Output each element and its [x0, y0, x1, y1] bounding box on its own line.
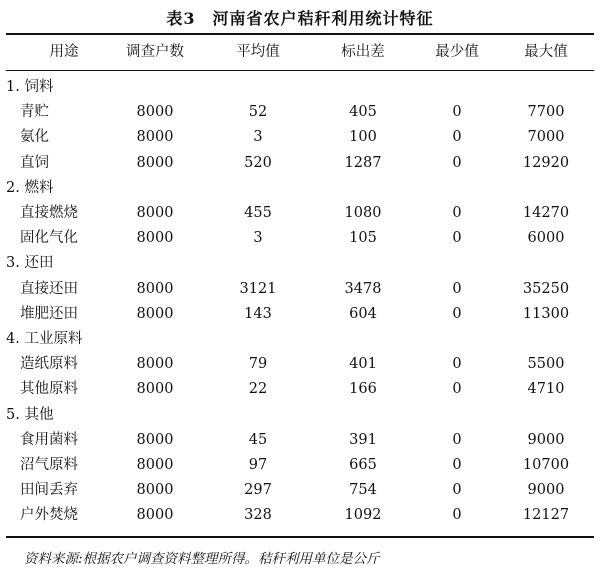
table-row	[0, 503, 600, 528]
table-row	[0, 352, 600, 377]
min-cell: 0	[452, 129, 462, 146]
households-cell: 8000	[136, 305, 174, 322]
mean-cell: 3	[253, 129, 263, 146]
header-rule	[6, 70, 594, 71]
std-cell: 405	[349, 104, 377, 121]
std-cell: 1080	[344, 205, 382, 221]
min-cell: 0	[452, 431, 462, 448]
std-cell: 3478	[344, 280, 382, 297]
std-cell: 1092	[344, 507, 382, 524]
min-cell: 0	[452, 507, 462, 524]
max-cell: 9000	[527, 482, 565, 499]
table-row	[0, 428, 600, 453]
table-row	[0, 201, 600, 226]
mean-cell: 143	[244, 305, 272, 322]
std-cell: 604	[349, 305, 377, 322]
households-cell: 8000	[136, 205, 174, 221]
min-cell: 0	[452, 305, 462, 322]
table-row	[0, 453, 600, 478]
usage-name: 青贮	[20, 104, 49, 121]
mean-cell: 455	[244, 205, 272, 221]
max-cell: 35250	[522, 280, 570, 297]
bottom-rule	[6, 536, 594, 538]
header-max: 最大值	[524, 44, 568, 60]
min-cell: 0	[452, 356, 462, 373]
header-usage: 用途	[49, 44, 79, 60]
households-cell: 8000	[136, 230, 174, 247]
max-cell: 7000	[527, 129, 565, 146]
table-row	[0, 100, 600, 125]
category-row	[0, 403, 600, 428]
max-cell: 9000	[527, 431, 565, 448]
table-row	[0, 226, 600, 251]
source-note: 资料来源:根据农户调查资料整理所得。秸秆利用单位是公斤	[24, 551, 380, 567]
table-row	[0, 377, 600, 402]
std-cell: 105	[349, 230, 377, 247]
header-households: 调查户数	[126, 44, 184, 60]
mean-cell: 97	[248, 457, 268, 473]
header-row	[0, 40, 600, 65]
category-row	[0, 75, 600, 100]
category-label: 1. 饲料	[6, 79, 54, 95]
mean-cell: 52	[248, 104, 268, 121]
std-cell: 100	[349, 129, 377, 146]
usage-name: 固化气化	[20, 230, 78, 247]
households-cell: 8000	[136, 154, 174, 171]
max-cell: 6000	[527, 230, 565, 247]
usage-name: 氨化	[20, 129, 49, 146]
mean-cell: 22	[248, 381, 268, 398]
households-cell: 8000	[136, 457, 174, 473]
max-cell: 11300	[522, 305, 570, 322]
min-cell: 0	[452, 205, 462, 221]
min-cell: 0	[452, 154, 462, 171]
mean-cell: 297	[244, 482, 272, 499]
max-cell: 5500	[527, 356, 565, 373]
usage-name: 直饲	[20, 154, 49, 171]
households-cell: 8000	[136, 507, 174, 524]
mean-cell: 3121	[239, 280, 277, 297]
category-row	[0, 327, 600, 352]
usage-name: 食用菌料	[20, 431, 78, 448]
table-row	[0, 277, 600, 302]
usage-name: 堆肥还田	[20, 305, 78, 322]
max-cell: 4710	[527, 381, 565, 398]
households-cell: 8000	[136, 356, 174, 373]
usage-name: 直接燃烧	[20, 205, 78, 221]
households-cell: 8000	[136, 280, 174, 297]
table-row	[0, 151, 600, 176]
min-cell: 0	[452, 482, 462, 499]
max-cell: 12920	[522, 154, 570, 171]
max-cell: 12127	[522, 507, 570, 524]
table-row	[0, 302, 600, 327]
min-cell: 0	[452, 381, 462, 398]
category-label: 5. 其他	[6, 406, 54, 423]
households-cell: 8000	[136, 129, 174, 146]
table-title: 表3 河南省农户秸秆利用统计特征	[166, 9, 434, 28]
households-cell: 8000	[136, 482, 174, 499]
header-mean: 平均值	[236, 44, 280, 60]
mean-cell: 3	[253, 230, 263, 247]
mean-cell: 328	[244, 507, 272, 524]
households-cell: 8000	[136, 381, 174, 398]
header-std: 标出差	[341, 44, 385, 60]
usage-name: 户外焚烧	[20, 507, 78, 524]
std-cell: 1287	[344, 154, 382, 171]
std-cell: 391	[349, 431, 377, 448]
table-row	[0, 478, 600, 503]
usage-name: 沼气原料	[20, 457, 78, 473]
std-cell: 401	[349, 356, 377, 373]
mean-cell: 520	[244, 154, 272, 171]
std-cell: 754	[349, 482, 377, 499]
min-cell: 0	[452, 230, 462, 247]
std-cell: 665	[349, 457, 377, 473]
mean-cell: 45	[248, 431, 268, 448]
min-cell: 0	[452, 104, 462, 121]
category-row	[0, 251, 600, 276]
households-cell: 8000	[136, 431, 174, 448]
header-min: 最少值	[435, 44, 479, 60]
max-cell: 14270	[522, 205, 570, 221]
usage-name: 直接还田	[20, 280, 78, 297]
top-rule	[6, 33, 594, 35]
max-cell: 7700	[527, 104, 565, 121]
households-cell: 8000	[136, 104, 174, 121]
max-cell: 10700	[522, 457, 570, 473]
usage-name: 造纸原料	[20, 356, 78, 373]
category-label: 4. 工业原料	[6, 331, 83, 347]
min-cell: 0	[452, 280, 462, 297]
mean-cell: 79	[248, 356, 268, 373]
min-cell: 0	[452, 457, 462, 473]
usage-name: 其他原料	[20, 381, 78, 398]
usage-name: 田间丢弃	[20, 482, 78, 499]
category-label: 2. 燃料	[6, 179, 54, 196]
table-row	[0, 125, 600, 150]
category-label: 3. 还田	[6, 255, 54, 272]
category-row	[0, 176, 600, 201]
std-cell: 166	[349, 381, 377, 398]
